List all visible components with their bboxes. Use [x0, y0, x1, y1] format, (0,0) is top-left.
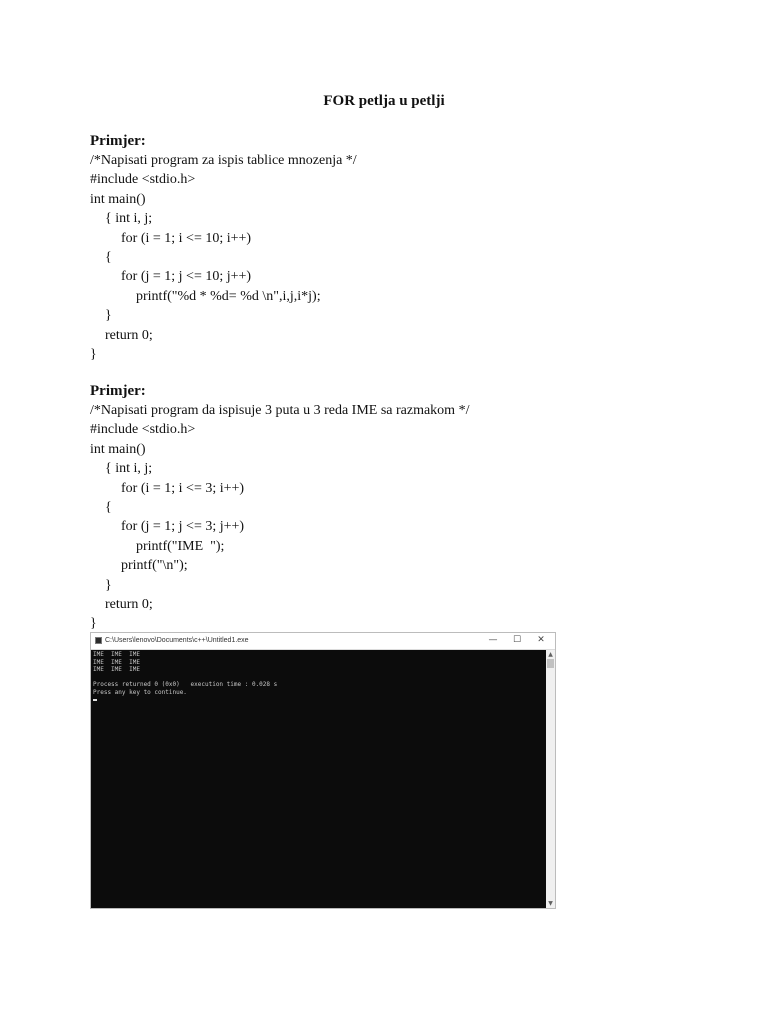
code-line: #include <stdio.h>	[90, 422, 196, 438]
console-output-line: IME IME IME	[93, 666, 140, 673]
code-line: /*Napisati program da ispisuje 3 puta u 3 reda IME sa razmakom */	[90, 403, 470, 418]
console-app-icon	[95, 637, 102, 644]
console-window	[90, 632, 556, 909]
console-scrollbar[interactable]	[546, 650, 555, 908]
code-line: #include <stdio.h>	[90, 172, 196, 188]
code-line: for (i = 1; i <= 3; i++)	[121, 480, 245, 496]
code-line: { int i, j;	[105, 211, 153, 227]
code-line: int main()	[90, 441, 146, 457]
code-line: return 0;	[105, 597, 153, 613]
console-titlebar[interactable]	[91, 633, 555, 650]
code-line: }	[90, 616, 97, 632]
example-1	[90, 131, 357, 364]
code-line: { int i, j;	[105, 461, 153, 477]
code-line: for (i = 1; i <= 10; i++)	[121, 230, 252, 246]
code-line: {	[105, 500, 112, 516]
example-2	[90, 381, 469, 634]
code-line: return 0;	[105, 327, 153, 343]
code-line: for (j = 1; j <= 3; j++)	[121, 519, 245, 535]
code-line: }	[105, 308, 112, 324]
code-line: }	[105, 577, 112, 593]
console-window-title: C:\Users\lenovo\Documents\c++\Untitled1.exe	[105, 637, 249, 644]
close-icon[interactable]: ✕	[537, 635, 545, 645]
console-cursor	[93, 699, 97, 701]
scroll-thumb[interactable]	[547, 659, 554, 668]
code-line: printf("\n");	[121, 558, 188, 574]
console-output-line: Process returned 0 (0x0) execution time : 0.028 s	[93, 681, 278, 688]
console-output-line: IME IME IME	[93, 658, 140, 666]
code-line: }	[90, 347, 97, 363]
code-line: {	[105, 250, 112, 266]
console-output-line: IME IME IME	[93, 651, 140, 658]
console-cursor-line	[93, 696, 545, 704]
maximize-icon[interactable]: ☐	[512, 635, 522, 645]
minimize-icon[interactable]: —	[488, 635, 498, 645]
code-line: printf("%d * %d= %d \n",i,j,i*j);	[136, 288, 321, 304]
console-output-line	[93, 674, 545, 682]
scroll-down-icon[interactable]: ▼	[548, 900, 553, 907]
scroll-up-icon[interactable]: ▲	[548, 651, 553, 658]
page-title: FOR petlja u petlji	[323, 93, 445, 109]
code-line: printf("IME ");	[136, 538, 225, 554]
example-heading: Primjer:	[90, 133, 146, 149]
code-line: int main()	[90, 191, 146, 207]
console-output	[93, 651, 545, 908]
code-line: /*Napisati program za ispis tablice mnozenja */	[90, 153, 357, 168]
code-line: for (j = 1; j <= 10; j++)	[121, 269, 252, 285]
example-heading: Primjer:	[90, 383, 146, 399]
console-output-line: Press any key to continue.	[93, 688, 187, 696]
